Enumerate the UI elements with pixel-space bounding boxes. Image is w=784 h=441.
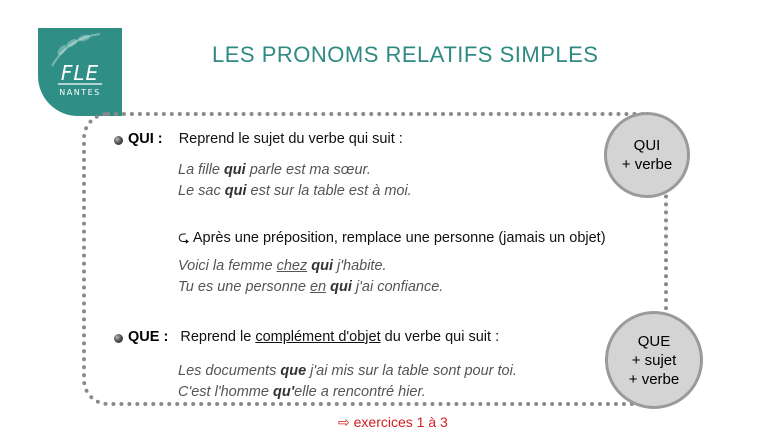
qui-rule-line: [128, 131, 403, 147]
qui-prep-example-1: Voici la femme chez qui j'habite.: [178, 258, 387, 274]
qui-note: [178, 227, 606, 252]
curved-arrow-icon: ⮎: [178, 230, 190, 246]
qui-bullet: [114, 136, 123, 145]
qui-prep-example-2: Tu es une personne en qui j'ai confiance.: [178, 279, 444, 295]
que-bullet: [114, 334, 123, 343]
logo-title: FLE: [60, 61, 100, 85]
arrow-right-icon: ⇨: [338, 414, 350, 430]
qui-circle: QUI + verbe: [604, 112, 690, 198]
logo-subtitle: NANTES: [59, 88, 101, 97]
logo: [38, 28, 122, 116]
qui-rule: Reprend le sujet du verbe qui suit :: [178, 131, 403, 147]
exercises-label: exercices 1 à 3: [353, 414, 448, 430]
page-title: LES PRONOMS RELATIFS SIMPLES: [212, 42, 599, 67]
qui-label: QUI :: [128, 131, 163, 147]
qui-example-2: Le sac qui est sur la table est à moi.: [178, 183, 412, 199]
que-example-2: C'est l'homme qu'elle a rencontré hier.: [178, 384, 426, 400]
que-circle: QUE + sujet + verbe: [605, 311, 703, 409]
que-label: QUE :: [128, 329, 169, 345]
que-example-1: Les documents que j'ai mis sur la table sont pour toi.: [178, 363, 517, 379]
que-rule-line: QUE : Reprend le complément d'objet du verbe qui suit :: [128, 329, 500, 345]
qui-note-text: Après une préposition, remplace une personne (jamais un objet): [192, 230, 606, 246]
qui-example-1: La fille qui parle est ma sœur.: [178, 162, 371, 178]
exercises-link[interactable]: [338, 414, 448, 431]
